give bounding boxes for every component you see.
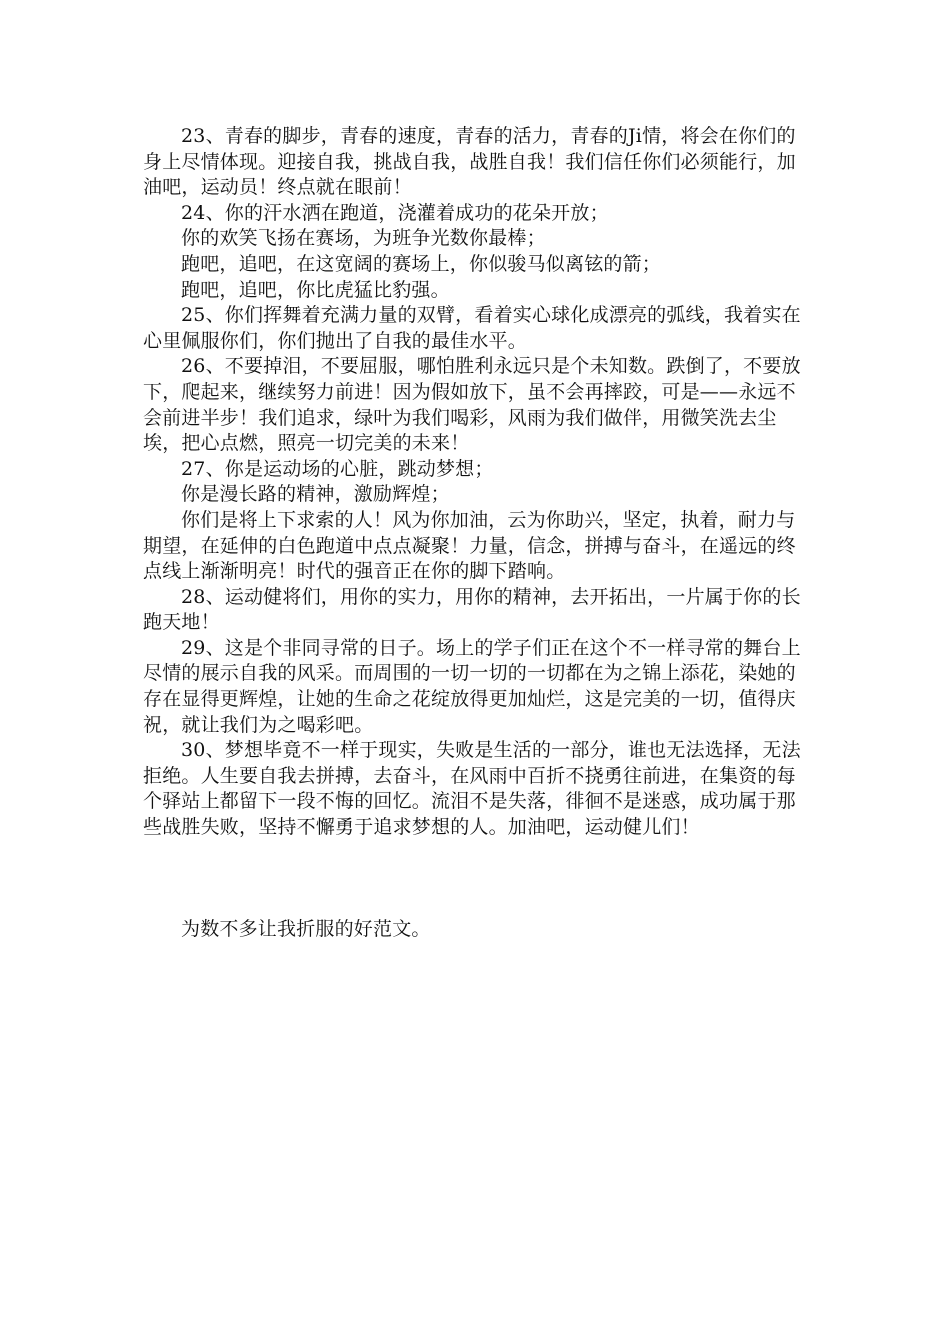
paragraph-30: 30、梦想毕竟不一样于现实，失败是生活的一部分，谁也无法选择，无法拒绝。人生要自我去拼搏，去奋斗，在风雨中百折不挠勇往前进，在集资的每个驿站上都留下一段不悔的回忆。流泪不是失落，徘徊不是迷惑，成功属于那些战胜失败，坚持不懈勇于追求梦想的人。加油吧，运动健儿们！ (143, 739, 801, 839)
paragraph-24-line-1: 24、你的汗水洒在跑道，浇灌着成功的花朵开放； (181, 201, 609, 224)
paragraph-24-line-2: 你的欢笑飞扬在赛场，为班争光数你最棒； (181, 227, 546, 250)
paragraph-23: 23、青春的脚步，青春的速度，青春的活力，青春的Ji情，将会在你们的身上尽情体现。迎接自我，挑战自我，战胜自我！我们信任你们必须能行，加油吧，运动员！终点就在眼前！ (143, 125, 796, 199)
paragraph-28: 28、运动健将们，用你的实力，用你的精神，去开拓出，一片属于你的长跑天地！ (143, 585, 801, 634)
paragraph-27-line-1: 27、你是运动场的心脏，跳动梦想； (181, 457, 494, 480)
paragraph-29: 29、这是个非同寻常的日子。场上的学子们正在这个不一样寻常的舞台上尽情的展示自我的风采。而周围的一切一切的一切都在为之锦上添花，染她的存在显得更辉煌，让她的生命之花绽放得更加灿烂，这是完美的一切，值得庆祝，就让我们为之喝彩吧。 (143, 636, 801, 736)
paragraph-27-line-3: 你们是将上下求索的人！风为你加油，云为你助兴，坚定，执着，耐力与期望，在延伸的白色跑道中点点凝聚！力量，信念，拼搏与奋斗，在遥远的终点线上渐渐明亮！时代的强音正在你的脚下踏响。 (143, 508, 796, 583)
paragraph-25: 25、你们挥舞着充满力量的双臂，看着实心球化成漂亮的弧线，我着实在心里佩服你们，你们抛出了自我的最佳水平。 (143, 304, 801, 352)
closing-remark: 为数不多让我折服的好范文。 (181, 918, 431, 940)
paragraph-24-line-3: 跑吧，追吧，在这宽阔的赛场上，你似骏马似离铉的箭； (181, 252, 662, 275)
paragraph-26: 26、不要掉泪，不要屈服，哪怕胜利永远只是个未知数。跌倒了，不要放下，爬起来，继续努力前进！因为假如放下，虽不会再摔跤，可是——永远不会前进半步！我们追求，绿叶为我们喝彩，风雨为我们做伴，用微笑洗去尘埃，把心点燃，照亮一切完美的未来！ (143, 355, 801, 455)
document-body (143, 124, 807, 841)
paragraph-24-line-4: 跑吧，追吧，你比虎猛比豹强。 (181, 278, 450, 301)
paragraph-27-line-2: 你是漫长路的精神，激励辉煌； (181, 483, 450, 506)
